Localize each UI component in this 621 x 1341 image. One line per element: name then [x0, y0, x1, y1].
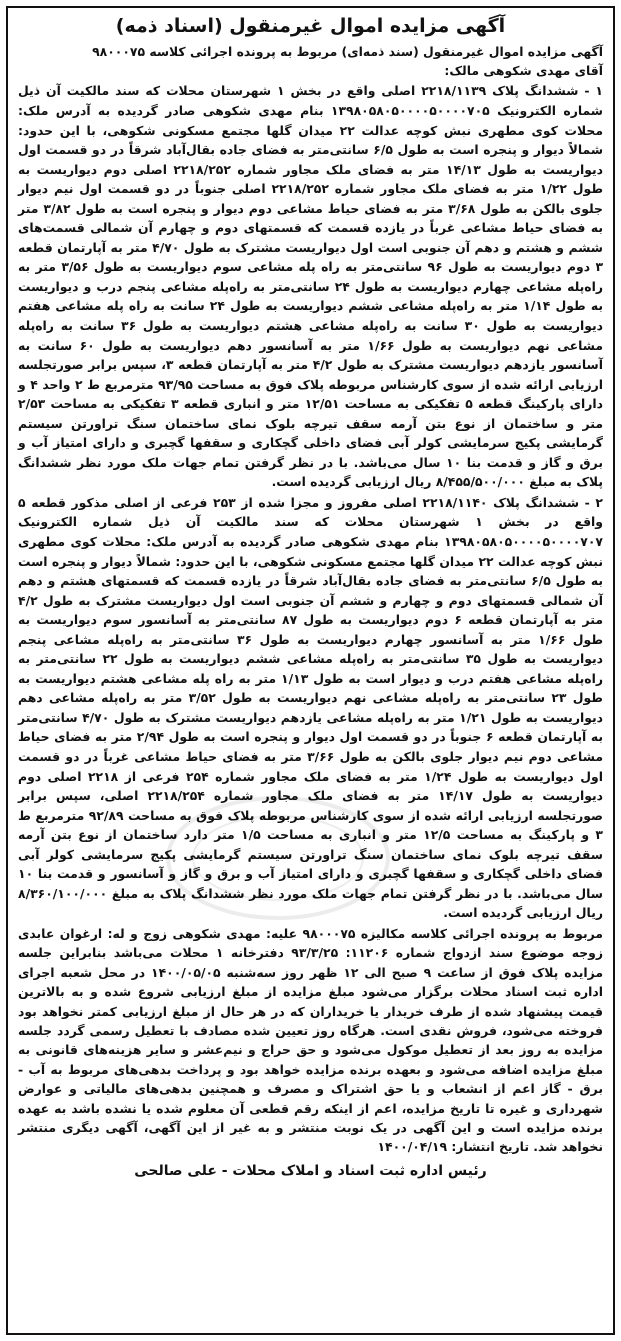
property-item-2: ۲ - ششدانگ پلاک ۲۲۱۸/۱۱۴۰ اصلی مفروز و مجزا شده از ۲۵۳ فرعی از اصلی مذکور قطعه ۵ واقع در بخش ۱ شهرستان محلات که سند مالکیت آن ذیل شماره الکترونیک ۱۳۹۸۰۵۸۰۵۰۰۰۰۵۰۰۰۰۷۰۷ بنام مهدی شکوهی صادر گردیده به آدرس ملک: محلات کوی مطهری نبش کوچه عدالت ۲۲ میدان گلها مجتمع مسکونی شکوهی، با این حدود: شمالاً دیوار و پنجره است به طول ۶/۵ سانتی‌متر به فضای جاده بقال‌آباد شرقاً در یازده قسمت که قسمتهای هشتم و دهم آن شمالی قسمتهای دوم و چهارم و ششم آن جنوبی است اول دیواریست مشترک به طول ۴/۲ متر به آپارتمان قطعه ۶ دوم دیواریست به طول ۸۷ سانتی‌متر به آسانسور سوم دیواریست به طول ۱/۶۶ متر به آسانسور چهارم دیواریست به طول ۳۶ سانتی‌متر به راه‌پله مشاعی پنجم دیواریست به طول ۳۵ سانتی‌متر به راه‌پله مشاعی ششم دیواریست به طول ۲۲ سانتی‌متر به راه‌پله مشاعی هفتم درب و دیوار است به طول ۱/۱۳ متر به راه پله مشاعی هشتم دیواریست به طول ۲۳ سانتی‌متر به راه‌پله مشاعی نهم دیواریست به طول ۳/۵۲ متر به راه‌پله مشاعی دهم دیواریست به طول ۱/۲۱ متر به راه‌پله مشاعی یازدهم دیواریست مشترک به طول ۴/۷۰ سانتی‌متر به آپارتمان قطعه ۶ جنوباً در دو قسمت اول دیوار و پنجره است به طول ۲/۹۴ متر به فضای حیاط مشاعی دوم نیم دیوار جلوی بالکن به طول ۳/۶۶ متر به فضای حیاط مشاعی غرباً در دو قسمت اول دیواریست به طول ۱/۲۴ متر به فضای ملک مجاور شماره ۲۵۴ فرعی از ۲۲۱۸ اصلی دوم دیواریست به طول ۱۴/۱۷ متر به فضای ملک مجاور شماره ۲۲۱۸/۲۵۴ اصلی، سپس برابر صورتجلسه ارزیابی ارائه شده از سوی کارشناس مربوطه پلاک فوق به مساحت ۹۲/۸۹ مترمربع ط ۳ و پارکینگ به مساحت ۱۲/۵ متر و انباری به مساحت ۱/۵ متر دارد ساختمان از نوع بتن آرمه سقف تیرچه بلوک نمای ساختمان سنگ تراورتن سیستم گرمایشی پکیج سرمایشی کولر آبی فضای داخلی گچکاری و سقفها گچبری و دارای امتیاز آب و برق و گاز و آسانسور و قدمت بنا ۱۰ سال می‌باشد. با در نظر گرفتن تمام جهات ملک مورد نظر ششدانگ پلاک به مبلغ ۸/۳۶۰/۱۰۰/۰۰۰ ریال ارزیابی گردیده است.: [18, 494, 604, 921]
lead-case-line: آگهی مزایده اموال غیرمنقول (سند ذمه‌ای) مربوط به پرونده اجرائی کلاسه ۹۸۰۰۰۷۵: [92, 44, 603, 59]
lead-owner-line: آقای مهدی شکوهی مالک:: [444, 63, 603, 79]
notice-lead: [18, 42, 603, 80]
signature-line: رئیس اداره ثبت اسناد و املاک محلات - علی صالحی: [134, 1162, 487, 1179]
auction-terms-paragraph: مربوط به پرونده اجرائی کلاسه مکالیزه ۹۸۰۰۰۷۵ علیه: مهدی شکوهی زوج و له: ارغوان عابدی زوجه موضوع سند ازدواج شماره ۱۱۲۰۶: ۹۳/۳/۲۵ دفترخانه ۱ محلات می‌باشد بنابراین جلسه مزایده پلاک فوق از ساعت ۹ صبح الی ۱۲ ظهر روز سه‌شنبه ۱۴۰۰/۰۵/۰۵ در محل شعبه اجرای اداره ثبت اسناد محلات برگزار می‌شود مبلغ مزایده از مبلغ ارزیابی شروع شده و به بالاترین قیمت پیشنهاد شده از طرف خریدار یا خریداران که در هر حال از مبلغ ارزیابی کمتر نخواهد بود فروخته می‌شود، فروش نقدی است. هرگاه روز تعیین شده مصادف با تعطیل رسمی گردد جلسه مزایده به روز بعد از تعطیل موکول می‌شود و حق حراج و نیم‌عشر و سایر هزینه‌های قانونی به مبلغ مزایده اضافه می‌شود و بعهده برنده مزایده خواهد بود و پرداخت بدهی‌های مربوط به آب - برق - گاز اعم از انشعاب و یا حق اشتراک و مصرف و همچنین بدهی‌های مالیاتی و عوارض شهرداری و غیره تا تاریخ مزایده، اعم از اینکه رقم قطعی آن معلوم شده یا نشده باشد به عهده برنده مزایده است و این آگهی در یک نوبت منتشر و به غیر از این آگهی، آگهی دیگری منتشر نخواهد شد. تاریخ انتشار: ۱۴۰۰/۰۴/۱۹: [18, 925, 603, 1155]
property-item-1: ۱ - ششدانگ پلاک ۲۲۱۸/۱۱۳۹ اصلی واقع در بخش ۱ شهرستان محلات که سند مالکیت آن ذیل شماره الکترونیک ۱۳۹۸۰۵۸۰۵۰۰۰۰۵۰۰۰۰۷۰۵ بنام مهدی شکوهی صادر گردیده به آدرس ملک: محلات کوی مطهری نبش کوچه عدالت ۲۲ میدان گلها مجتمع مسکونی شکوهی، با این حدود: شمالاً دیوار و پنجره است به طول ۶/۵ سانتی‌متر به فضای جاده بقال‌آباد شرقاً در دو قسمت اول دیواریست به طول ۱۴/۱۳ متر به فضای ملک مجاور شماره ۲۲۱۸/۲۵۲ اصلی دوم دیواریست به طول ۱/۲۲ متر به فضای ملک مجاور شماره ۲۲۱۸/۲۵۲ اصلی جنوباً در دو قسمت اول نیم دیوار جلوی بالکن به طول ۳/۶۸ متر به فضای حیاط مشاعی دوم دیوار و پنجره است به طول ۳/۸۲ متر به فضای حیاط مشاعی غرباً در یازده قسمت که قسمتهای دوم و چهارم آن شمالی قسمت‌های ششم و هشتم و دهم آن جنوبی است اول دیواریست مشترک به طول ۴/۷۰ متر به آپارتمان قطعه ۳ دوم دیواریست به طول ۹۶ سانتی‌متر به راه پله مشاعی سوم دیواریست به طول ۳/۵۶ متر به راه‌پله مشاعی چهارم دیواریست به طول ۲۴ سانتی‌متر به راه‌پله مشاعی پنجم درب و دیواریست به طول ۱/۱۴ متر به راه‌پله مشاعی ششم دیواریست به طول ۲۴ سانت به راه پله مشاعی هفتم دیواریست به طول ۳۰ سانت به راه‌پله مشاعی هشتم دیواریست به طول ۳۶ سانت به راه‌پله مشاعی نهم دیواریست به طول ۱/۶۶ متر به آسانسور دهم دیواریست به طول ۶۰ سانت به آسانسور یازدهم دیواریست مشترک به طول ۴/۲ متر به آپارتمان قطعه ۳، سپس برابر صورتجلسه ارزیابی ارائه شده از سوی کارشناس مربوطه پلاک فوق به مساحت ۹۳/۹۵ مترمربع ط ۲ واحد ۴ و دارای پارکینگ قطعه ۵ تفکیکی به مساحت ۱۲/۵۱ متر و انباری قطعه ۳ تفکیکی به مساحت ۲/۵۳ متر و ساختمان از نوع بتن آرمه سقف تیرچه بلوک نمای ساختمان سنگ تراورتن سیستم گرمایشی پکیج سرمایشی کولر آبی فضای داخلی گچکاری و سقفها گچبری و دارای امتیاز آب و برق و گاز و قدمت بنا ۱۰ سال می‌باشد. با در نظر گرفتن تمام جهات ملک مورد نظر ششدانگ پلاک به مبلغ ۸/۴۵۵/۵۰۰/۰۰۰ ریال ارزیابی گردیده است.: [18, 83, 604, 490]
notice-title: آگهی مزایده اموال غیرمنقول (اسناد ذمه): [115, 15, 506, 37]
auction-notice: [6, 6, 615, 1335]
